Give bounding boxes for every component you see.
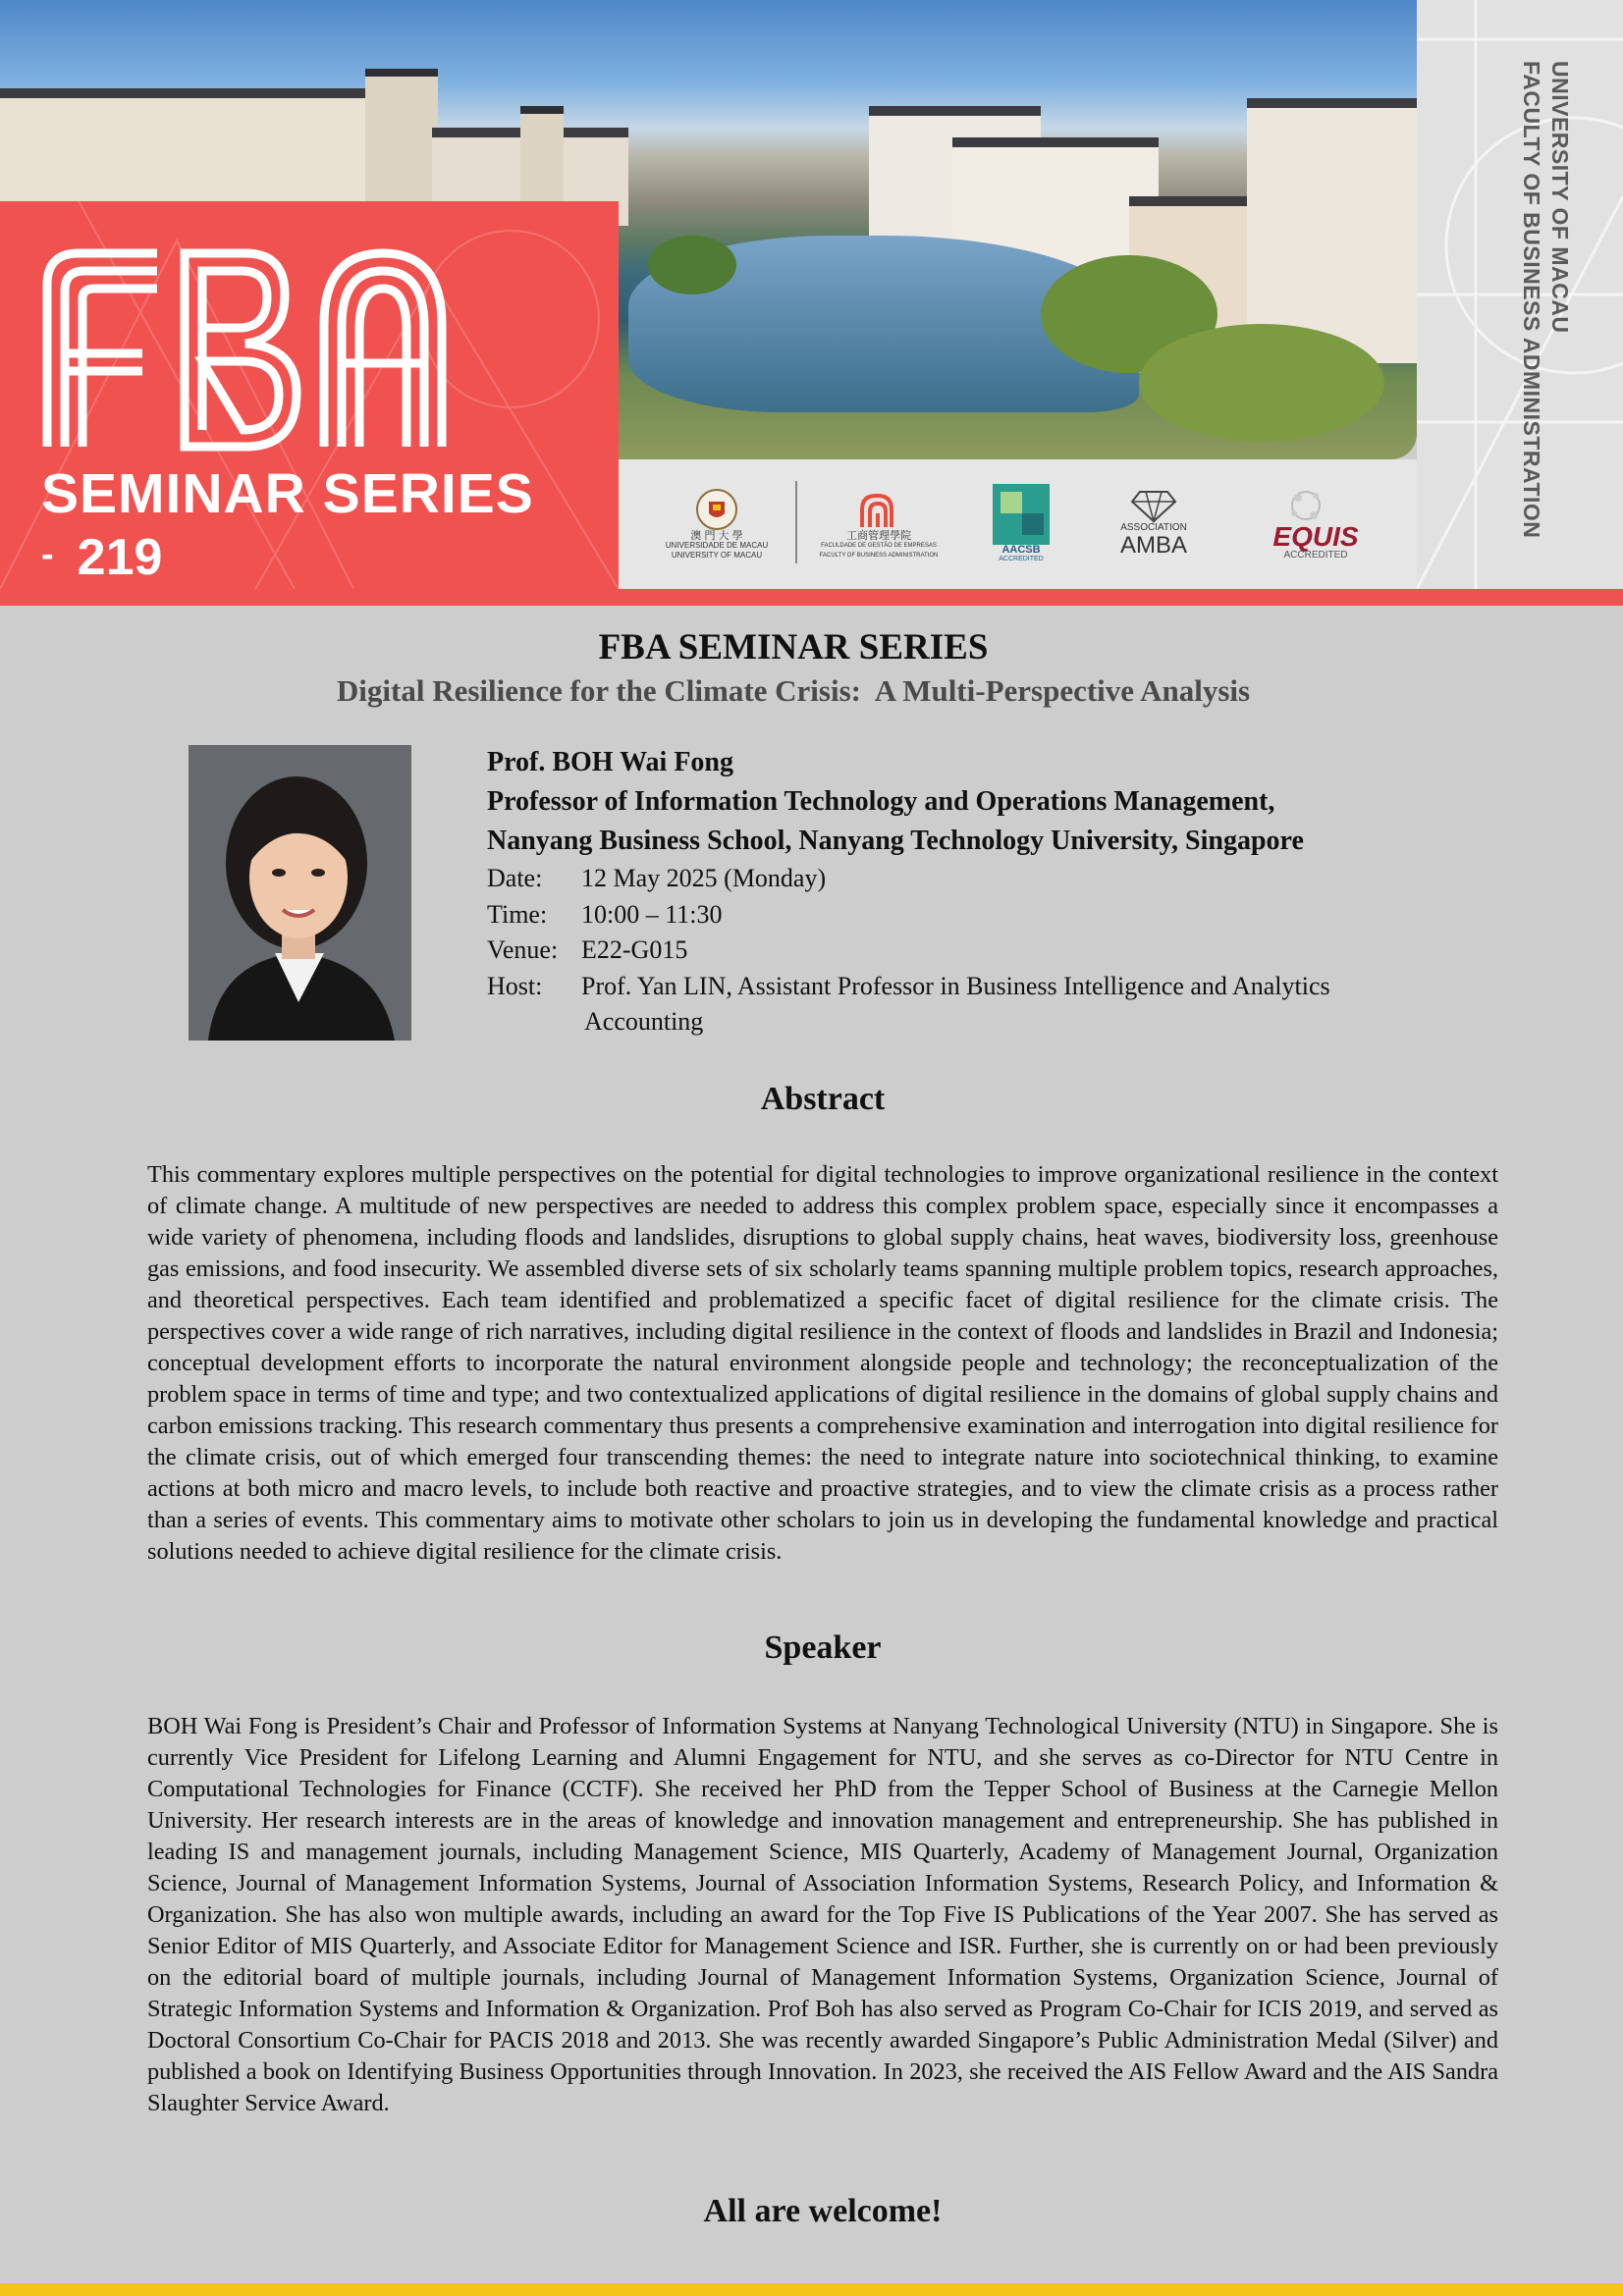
amba-logo [1090,479,1217,569]
fba-logo-caption: 工商管理學院 [846,530,911,542]
speaker-info [487,743,1488,1040]
date-label: Date: [487,864,543,892]
um-crest-icon [695,488,738,531]
fba-letters-logo [39,245,452,452]
university-name-vertical [1517,61,1574,538]
faculty-name: FACULTY OF BUSINESS ADMINISTRATION [1519,61,1544,539]
campus-tower [520,106,564,202]
footer-yellow-bar [0,2283,1623,2296]
speaker-affiliation: Nanyang Business School, Nanyang Technology University, Singapore [487,826,1304,856]
logo-divider [795,481,797,563]
speaker-heading: Speaker [764,1629,882,1666]
date-value: 12 May 2025 (Monday) [581,864,827,892]
fba-logo-caption: FACULTY OF BUSINESS ADMINISTRATION [819,553,939,559]
header-banner [0,0,1623,606]
speaker-name: Prof. BOH Wai Fong [487,747,733,777]
time-label: Time: [487,899,548,929]
aacsb-emblem-icon [993,484,1050,545]
accreditation-logos [619,459,1417,589]
series-number: 219 [77,529,163,586]
equis-sublabel: ACCREDITED [1283,550,1348,561]
abstract-heading: Abstract [760,1081,886,1117]
fba-logo [815,479,943,569]
equis-label: EQUIS [1272,521,1359,552]
series-title: SEMINAR SERIES [41,462,534,525]
equis-logo [1247,479,1384,569]
um-logo-caption: UNIVERSIDADE DE MACAU [665,541,769,550]
welcome-message: All are welcome! [703,2193,943,2229]
um-logo-caption: UNIVERSITY OF MACAU [671,551,763,560]
speaker-portrait-illustration [189,745,411,1041]
aacsb-logo [982,479,1060,569]
fba-logo-caption: FACULDADE DE GESTÃO DE EMPRESAS [821,543,937,549]
abstract-text: This commentary explores multiple perspectives on the potential for digital technologies to improve organizational resilience in the context of climate change. A multitude of new perspectives are needed to address this complex problem space, especially since it encompasses a wide variety of phenomena, including floods and landslides, disruptions to global supply chains, heat waves, biodiversity loss, greenhouse gas emissions, and food insecurity. We assembled diverse sets of six scholarly teams spanning multiple problem topics, research approaches, and theoretical perspectives. Each team identified and problematized a specific facet of digital resilience for the climate crisis. The perspectives cover a wide range of rich narratives, including digital resilience in the context of floods and landslides in Brazil and Indonesia; conceptual development efforts to incorporate the natural environment alongside people and technology; the reconceptualization of the problem space in terms of time and type; and two contextualized applications of digital resilience in the domains of global supply chains and carbon emissions tracking. This research commentary thus presents a comprehensive examination and interrogation into digital resilience for the climate crisis, out of which emerged four transcending themes: the need to integrate nature into sociotechnical thinking, to examine actions at both micro and macro levels, to include both reactive and proactive strategies, and to view the climate crisis as a process rather than a series of events. This commentary aims to motivate other scholars to join us in developing the fundamental knowledge and practical solutions needed to achieve digital resilience for the climate crisis. [147,1161,1498,1565]
aacsb-sublabel: ACCREDITED [999,556,1044,562]
venue-value: E22-G015 [581,935,688,964]
host-value: Prof. Yan LIN, Assistant Professor in Business Intelligence and Analytics [581,971,1330,1000]
seminar-title: FBA SEMINAR SERIES [598,627,989,667]
amba-toplabel: ASSOCIATION [1120,522,1187,533]
campus-building [0,88,393,216]
speaker-bio: BOH Wai Fong is President’s Chair and Professor of Information Systems at Nanyang Technological University (NTU) in Singapore. She is currently Vice President for Lifelong Learning and Alumni Engagement for NTU, and she serves as co-Director for NTU Centre in Computational Technologies for Finance (CCTF). She received her PhD from the Tepper School of Business at the Carnegie Mellon University. Her research interests are in the areas of knowledge and innovation management and entrepreneurship. She has published in leading IS and management journals, including Management Science, MIS Quarterly, Academy of Management Journal, Organization Science, Journal of Management Information Systems, Journal of Association Information Systems, Research Policy, and Information & Organization. She has also won multiple awards, including an award for the Top Five IS Publications of the Year 2007. She has served as Senior Editor of MIS Quarterly, and Associate Editor for Management Science and ISR. Further, she is currently on or had been previously on the editorial board of multiple journals, including Journal of Management Information Systems, Organization Science, Journal of Strategic Information Systems and Information & Organization. Prof Boh has also served as Program Co-Chair for ICIS 2019, and served as Doctoral Consortium Co-Chair for PACIS 2018 and 2013. She was recently awarded Singapore’s Public Administration Medal (Silver) and published a book on Identifying Business Opportunities through Innovation. In 2023, she received the AIS Fellow Award and the AIS Sandra Slaughter Service Award. [147,1713,1498,2116]
campus-trees [648,236,736,294]
fba-mark-icon [854,488,903,531]
um-logo [658,479,776,569]
venue-label: Venue: [487,935,559,964]
equis-network-icon [1286,488,1345,523]
venue-row [487,933,1488,969]
campus-trees [1139,324,1384,442]
aacsb-label: AACSB [1001,544,1041,556]
host-value-continued: Accounting [584,1007,704,1036]
speaker-photo [189,745,411,1041]
banner-red-bar [0,589,1623,606]
time-value: 10:00 – 11:30 [581,899,723,929]
series-dash: - [41,534,54,575]
amba-diamond-icon [1130,490,1177,523]
time-row [487,897,1488,934]
date-row [487,861,1488,897]
um-logo-caption: 澳 門 大 學 [690,530,743,542]
speaker-position: Professor of Information Technology and Operations Management, [487,786,1275,817]
seminar-subtitle: Digital Resilience for the Climate Crisis: A Multi-Perspective Analysis [336,673,1251,708]
host-row [487,969,1488,1005]
university-name: UNIVERSITY OF MACAU [1547,61,1573,334]
series-number-line [41,528,162,587]
host-label: Host: [487,971,543,1000]
amba-label: AMBA [1119,532,1187,559]
